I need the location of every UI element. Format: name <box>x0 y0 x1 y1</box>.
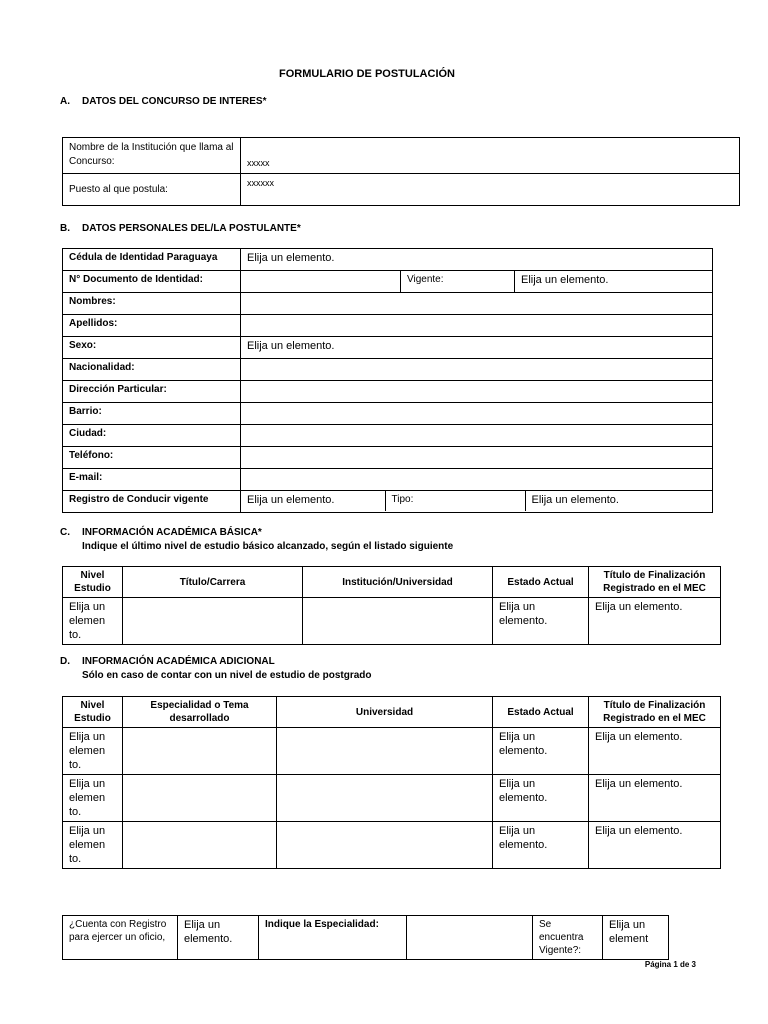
basica-estado-select[interactable]: Elija un elemento. <box>493 598 589 645</box>
concurso-table <box>62 137 740 206</box>
nombres-label: Nombres: <box>63 293 241 315</box>
oficio-table <box>62 915 669 960</box>
adicional-mec-select[interactable]: Elija un elemento. <box>589 728 721 775</box>
adicional-table <box>62 696 721 869</box>
telefono-label: Teléfono: <box>63 447 241 469</box>
adicional-estado-select[interactable]: Elija un elemento. <box>493 775 589 822</box>
nacionalidad-label: Nacionalidad: <box>63 359 241 381</box>
puesto-label: Puesto al que postula: <box>63 174 241 206</box>
registro-select[interactable]: Elija un elemento. <box>241 491 385 511</box>
adicional-estado-select[interactable]: Elija un elemento. <box>493 822 589 869</box>
basica-institucion-field[interactable] <box>303 598 493 645</box>
section-c-letter: C. <box>60 527 70 538</box>
tipo-select[interactable]: Elija un elemento. <box>531 494 619 506</box>
basica-header-institucion: Institución/Universidad <box>303 567 493 598</box>
direccion-field[interactable] <box>241 381 713 403</box>
section-d-heading <box>60 656 372 681</box>
institucion-value: xxxxx <box>247 158 270 168</box>
documento-field[interactable] <box>241 271 401 293</box>
section-b-title: DATOS PERSONALES DEL/LA POSTULANTE* <box>82 223 301 234</box>
adicional-header-nivel: Nivel Estudio <box>63 697 123 728</box>
ciudad-label: Ciudad: <box>63 425 241 447</box>
basica-table <box>62 566 721 645</box>
documento-label: N° Documento de Identidad: <box>63 271 241 293</box>
section-a-letter: A. <box>60 96 70 107</box>
cedula-label: Cédula de Identidad Paraguaya <box>63 249 241 271</box>
adicional-universidad-field[interactable] <box>277 775 493 822</box>
institucion-label: Nombre de la Institución que llama al Concurso: <box>63 138 241 174</box>
barrio-field[interactable] <box>241 403 713 425</box>
section-d-subtitle: Sólo en caso de contar con un nivel de estudio de postgrado <box>82 670 372 681</box>
page-number: Página 1 de 3 <box>644 960 696 969</box>
section-d-title: INFORMACIÓN ACADÉMICA ADICIONAL <box>82 656 275 667</box>
vigente-label: Vigente: <box>401 271 515 293</box>
adicional-row <box>63 728 721 775</box>
basica-header-estado: Estado Actual <box>493 567 589 598</box>
registro-label: Registro de Conducir vigente <box>63 491 241 513</box>
email-label: E-mail: <box>63 469 241 491</box>
section-a-title: DATOS DEL CONCURSO DE INTERES* <box>82 96 267 107</box>
registro-inner <box>241 491 713 511</box>
barrio-label: Barrio: <box>63 403 241 425</box>
adicional-mec-select[interactable]: Elija un elemento. <box>589 775 721 822</box>
basica-header-nivel: Nivel Estudio <box>63 567 123 598</box>
adicional-universidad-field[interactable] <box>277 728 493 775</box>
puesto-value: xxxxxx <box>247 178 274 188</box>
oficio-vigente-select[interactable]: Elija un element <box>603 916 669 960</box>
oficio-cuenta-select[interactable]: Elija un elemento. <box>178 916 259 960</box>
sexo-select[interactable]: Elija un elemento. <box>241 337 713 359</box>
adicional-especialidad-field[interactable] <box>123 822 277 869</box>
section-a-heading <box>60 96 266 107</box>
basica-titulo-field[interactable] <box>123 598 303 645</box>
direccion-label: Dirección Particular: <box>63 381 241 403</box>
adicional-mec-select[interactable]: Elija un elemento. <box>589 822 721 869</box>
apellidos-field[interactable] <box>241 315 713 337</box>
basica-nivel-select[interactable]: Elija un elemen to. <box>63 598 123 645</box>
adicional-nivel-select[interactable]: Elija un elemen to. <box>63 728 123 775</box>
form-title: FORMULARIO DE POSTULACIÓN <box>279 68 455 80</box>
telefono-field[interactable] <box>241 447 713 469</box>
section-c-title: INFORMACIÓN ACADÉMICA BÁSICA* <box>82 527 262 538</box>
basica-header-mec: Título de Finalización Registrado en el MEC <box>589 567 721 598</box>
oficio-cuenta-label: ¿Cuenta con Registro para ejercer un oficio, <box>63 916 178 960</box>
oficio-vigente-label: Se encuentra Vigente?: <box>533 916 603 960</box>
registro-cell <box>241 491 713 513</box>
adicional-header-mec: Título de Finalización Registrado en el MEC <box>589 697 721 728</box>
section-b-heading <box>60 223 301 234</box>
section-d-letter: D. <box>60 656 70 667</box>
nombres-field[interactable] <box>241 293 713 315</box>
nacionalidad-field[interactable] <box>241 359 713 381</box>
adicional-estado-select[interactable]: Elija un elemento. <box>493 728 589 775</box>
ciudad-field[interactable] <box>241 425 713 447</box>
personal-table <box>62 248 713 513</box>
oficio-especialidad-field[interactable] <box>407 916 533 960</box>
basica-header-titulo: Título/Carrera <box>123 567 303 598</box>
adicional-header-estado: Estado Actual <box>493 697 589 728</box>
adicional-row <box>63 822 721 869</box>
institucion-field[interactable] <box>241 138 740 174</box>
cedula-select[interactable]: Elija un elemento. <box>241 249 713 271</box>
vigente-select[interactable]: Elija un elemento. <box>515 271 713 293</box>
oficio-especialidad-label: Indique la Especialidad: <box>259 916 407 960</box>
section-b-letter: B. <box>60 223 70 234</box>
adicional-nivel-select[interactable]: Elija un elemen to. <box>63 775 123 822</box>
sexo-label: Sexo: <box>63 337 241 359</box>
section-c-heading <box>60 527 453 552</box>
adicional-row <box>63 775 721 822</box>
basica-mec-select[interactable]: Elija un elemento. <box>589 598 721 645</box>
adicional-especialidad-field[interactable] <box>123 775 277 822</box>
section-c-subtitle: Indique el último nivel de estudio básico alcanzado, según el listado siguiente <box>82 541 454 552</box>
apellidos-label: Apellidos: <box>63 315 241 337</box>
adicional-header-especialidad: Especialidad o Tema desarrollado <box>123 697 277 728</box>
puesto-field[interactable] <box>241 174 740 206</box>
email-field[interactable] <box>241 469 713 491</box>
tipo-label: Tipo: <box>385 491 525 511</box>
adicional-header-universidad: Universidad <box>277 697 493 728</box>
adicional-universidad-field[interactable] <box>277 822 493 869</box>
adicional-especialidad-field[interactable] <box>123 728 277 775</box>
adicional-nivel-select[interactable]: Elija un elemen to. <box>63 822 123 869</box>
